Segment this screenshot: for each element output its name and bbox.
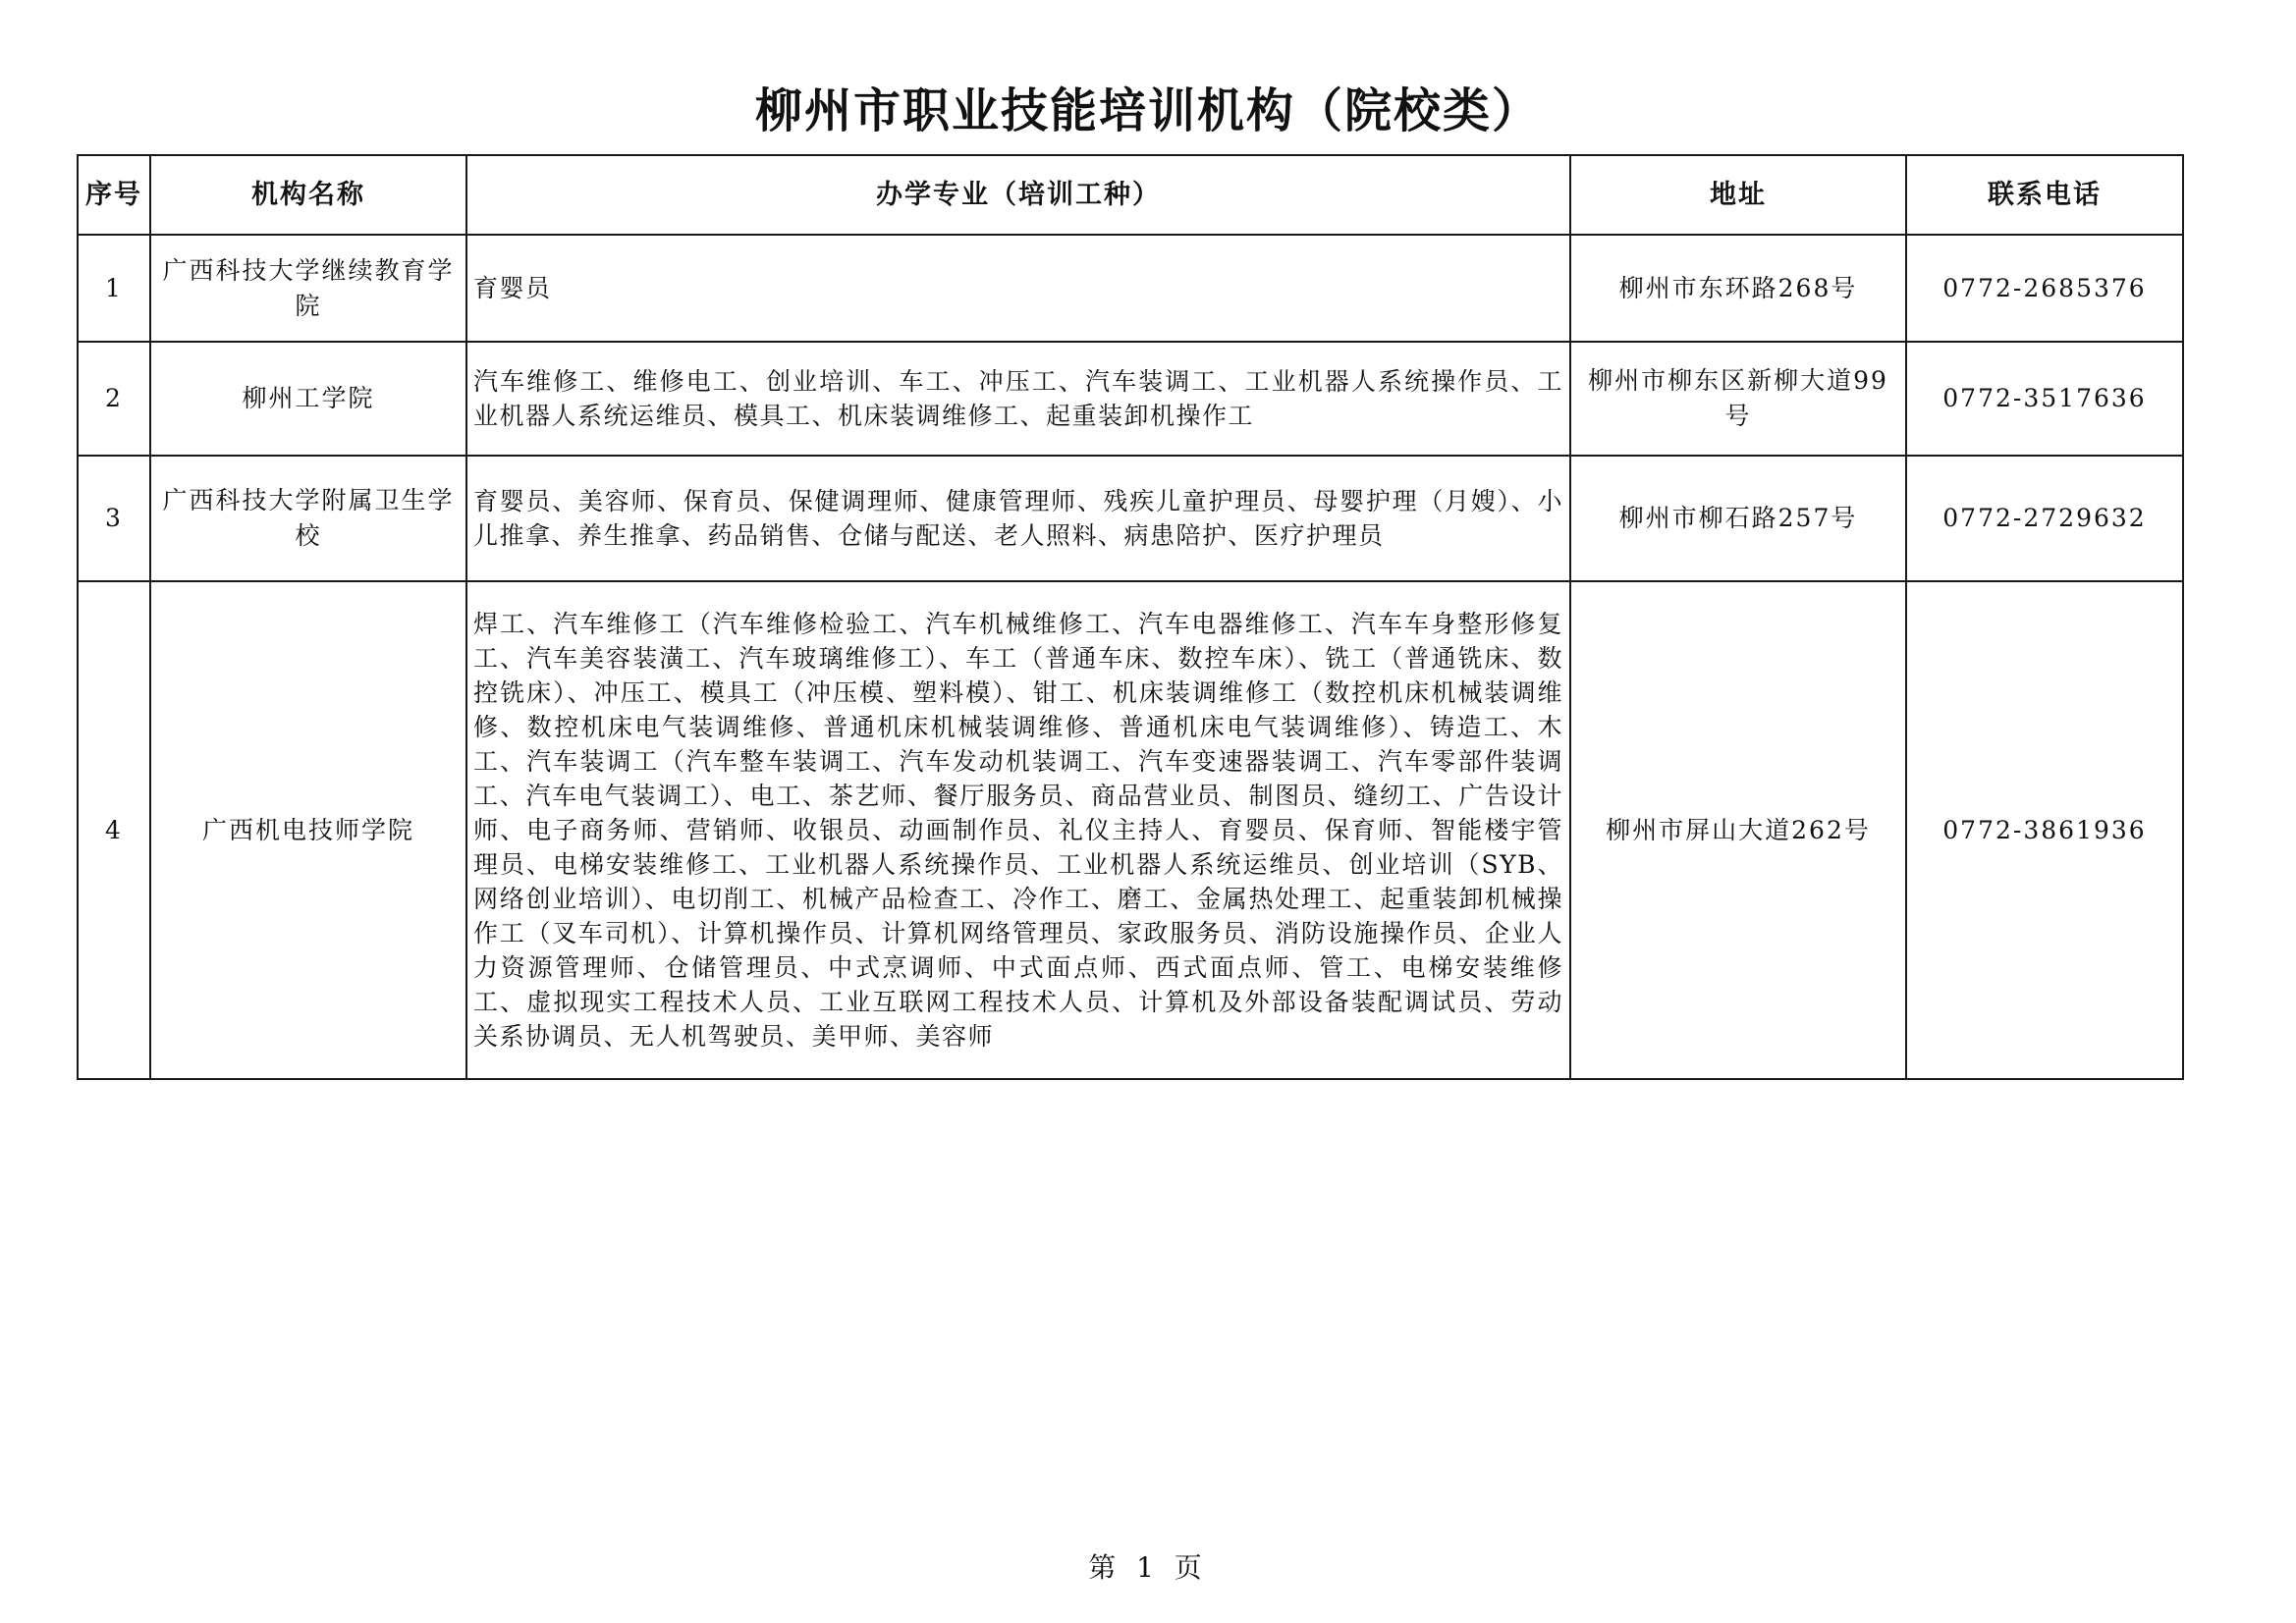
address-cell: 柳州市柳东区新柳大道99号 — [1570, 342, 1906, 456]
table-row — [78, 456, 2183, 581]
address-cell: 柳州市屏山大道262号 — [1570, 581, 1906, 1079]
header-phone: 联系电话 — [1906, 155, 2183, 235]
phone-cell: 0772-3517636 — [1906, 342, 2183, 456]
table-row — [78, 235, 2183, 342]
row-index: 3 — [78, 456, 150, 581]
institutions-table — [77, 154, 2184, 1080]
header-programs: 办学专业（培训工种） — [466, 155, 1570, 235]
phone-cell: 0772-3861936 — [1906, 581, 2183, 1079]
row-index: 4 — [78, 581, 150, 1079]
programs-cell: 焊工、汽车维修工（汽车维修检验工、汽车机械维修工、汽车电器维修工、汽车车身整形修复工、汽车美容装潢工、汽车玻璃维修工）、车工（普通车床、数控车床）、铣工（普通铣床、数控铣床）、冲压工、模具工（冲压模、塑料模）、钳工、机床装调维修工（数控机床机械装调维修、数控机床电气装调维修、普通机床机械装调维修、普通机床电气装调维修）、铸造工、木工、汽车装调工（汽车整车装调工、汽车发动机装调工、汽车变速器装调工、汽车零部件装调工、汽车电气装调工）、电工、茶艺师、餐厅服务员、商品营业员、制图员、缝纫工、广告设计师、电子商务师、营销师、收银员、动画制作员、礼仪主持人、育婴员、保育师、智能楼宇管理员、电梯安装维修工、工业机器人系统操作员、工业机器人系统运维员、创业培训（SYB、网络创业培训）、电切削工、机械产品检查工、冷作工、磨工、金属热处理工、起重装卸机械操作工（叉车司机）、计算机操作员、计算机网络管理员、家政服务员、消防设施操作员、企业人力资源管理师、仓储管理员、中式烹调师、中式面点师、西式面点师、管工、电梯安装维修工、虚拟现实工程技术人员、工业互联网工程技术人员、计算机及外部设备装配调试员、劳动关系协调员、无人机驾驶员、美甲师、美容师 — [466, 581, 1570, 1079]
institution-name: 广西机电技师学院 — [150, 581, 466, 1079]
address-cell: 柳州市东环路268号 — [1570, 235, 1906, 342]
programs-cell: 汽车维修工、维修电工、创业培训、车工、冲压工、汽车装调工、工业机器人系统操作员、工业机器人系统运维员、模具工、机床装调维修工、起重装卸机操作工 — [466, 342, 1570, 456]
programs-cell: 育婴员 — [466, 235, 1570, 342]
table-header-row — [78, 155, 2183, 235]
header-index: 序号 — [78, 155, 150, 235]
row-index: 1 — [78, 235, 150, 342]
programs-cell: 育婴员、美容师、保育员、保健调理师、健康管理师、残疾儿童护理员、母婴护理（月嫂）、小儿推拿、养生推拿、药品销售、仓储与配送、老人照料、病患陪护、医疗护理员 — [466, 456, 1570, 581]
header-address: 地址 — [1570, 155, 1906, 235]
page-title: 柳州市职业技能培训机构（院校类） — [754, 83, 1541, 138]
institution-name: 柳州工学院 — [150, 342, 466, 456]
institution-name: 广西科技大学附属卫生学校 — [150, 456, 466, 581]
table-row — [78, 342, 2183, 456]
row-index: 2 — [78, 342, 150, 456]
table-row — [78, 581, 2183, 1079]
phone-cell: 0772-2729632 — [1906, 456, 2183, 581]
page-number: 第 1 页 — [1088, 1551, 1208, 1584]
address-cell: 柳州市柳石路257号 — [1570, 456, 1906, 581]
institution-name: 广西科技大学继续教育学院 — [150, 235, 466, 342]
phone-cell: 0772-2685376 — [1906, 235, 2183, 342]
header-name: 机构名称 — [150, 155, 466, 235]
